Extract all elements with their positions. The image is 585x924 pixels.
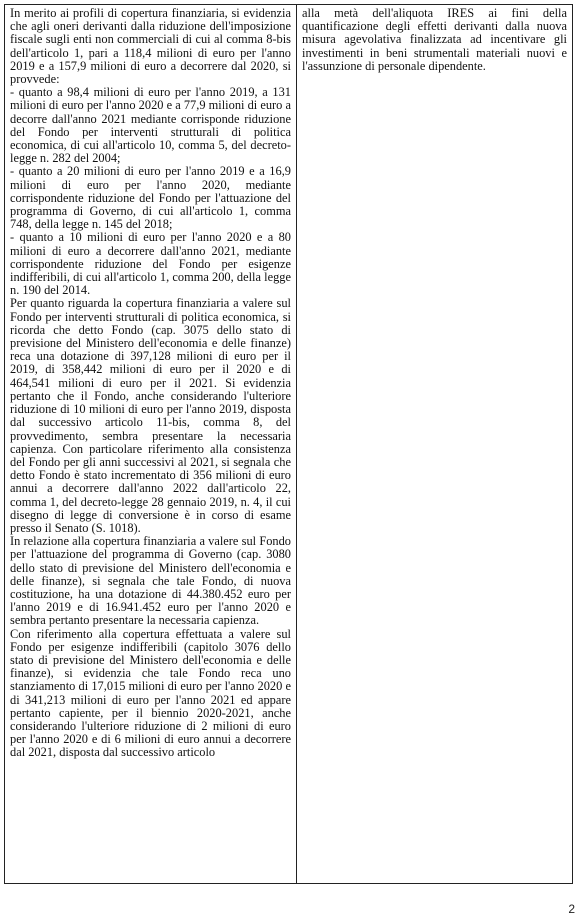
right-column bbox=[297, 5, 572, 883]
left-paragraph: Con riferimento alla copertura effettuata a valere sul Fondo per esigenze indifferibili (capitolo 3076 dello stato di previsione del Ministero dell'economia e delle finanze), si evidenzia che tale Fondo reca uno stanziamento di 17,015 milioni di euro per l'anno 2020 e di 341,213 milioni di euro per l'anno 2021 ed appare pertanto capiente, per il biennio 2020-2021, anche considerando l'ulteriore riduzione di 2 milioni di euro per l'anno 2020 e di 6 milioni di euro annui a decorrere dal 2021, disposta dal successivo articolo bbox=[10, 626, 291, 760]
left-paragraph: In merito ai profili di copertura finanziaria, si evidenzia che agli oneri derivanti dalla riduzione dell'imposizione fiscale sugli enti non commerciali di cui al comma 8-bis dell'articolo 1, pari a 118,4 milioni di euro per l'anno 2019 e a 157,9 milioni di euro a decorrere dal 2020, si provvede: bbox=[10, 6, 291, 87]
two-column-table bbox=[4, 4, 573, 884]
left-paragraph: - quanto a 10 milioni di euro per l'anno 2020 e a 80 milioni di euro a decorrere dall'anno 2021, mediante corrispondente riduzione del Fondo per esigenze indifferibili, di cui all'articolo 1, comma 200, della legge n. 190 del 2014. bbox=[10, 230, 291, 298]
left-column bbox=[5, 5, 297, 883]
left-paragraph: Per quanto riguarda la copertura finanziaria a valere sul Fondo per interventi strutturali di politica economica, si ricorda che detto Fondo (cap. 3075 dello stato di previsione del Ministero dell'economia e delle finanze) reca una dotazione di 397,128 milioni di euro per il 2019, di 358,442 milioni di euro per il 2020 e di 464,541 milioni di euro per il 2021. Si evidenzia pertanto che il Fondo, anche considerando l'ulteriore riduzione di 10 milioni di euro per l'anno 2019, disposta dal successivo articolo 11-bis, comma 8, del provvedimento, sembra presentare la necessaria capienza. Con particolare riferimento alla consistenza del Fondo per gli anni successivi al 2021, si segnala che detto Fondo è stato incrementato di 356 milioni di euro annui a decorrere dall'anno 2022 dall'articolo 22, comma 1, del decreto-legge 28 gennaio 2019, n. 4, il cui disegno di legge di conversione è in corso di esame presso il Senato (S. 1018). bbox=[10, 296, 291, 535]
left-paragraph: In relazione alla copertura finanziaria a valere sul Fondo per l'attuazione del programma di Governo (cap. 3080 dello stato di previsione del Ministero dell'economia e delle finanze), si segnala che tale Fondo, di nuova costituzione, ha una dotazione di 44.380.452 euro per l'anno 2019 e di 16.941.452 euro per l'anno 2020 e sembra pertanto presentare la necessaria capienza. bbox=[10, 534, 291, 628]
right-paragraph: alla metà dell'aliquota IRES ai fini della quantificazione degli effetti derivanti dalla nuova misura agevolativa finalizzata ad incentivare gli investimenti in beni strumentali materiali nuovi e l'assunzione di personale dipendente. bbox=[302, 6, 567, 73]
left-paragraph: - quanto a 98,4 milioni di euro per l'anno 2019, a 131 milioni di euro per l'anno 2020 e a 77,9 milioni di euro a decorre dall'anno 2021 mediante corrisponde riduzione del Fondo per interventi strutturali di politica economica, di cui all'articolo 10, comma 5, del decreto-legge n. 282 del 2004; bbox=[10, 85, 291, 166]
page-number: 2 bbox=[568, 902, 575, 916]
left-paragraph: - quanto a 20 milioni di euro per l'anno 2019 e a 16,9 milioni di euro per l'anno 2020, mediante corrispondente riduzione del Fondo per l'attuazione del programma di Governo, di cui all'articolo 1, comma 748, della legge n. 145 del 2018; bbox=[10, 164, 291, 232]
